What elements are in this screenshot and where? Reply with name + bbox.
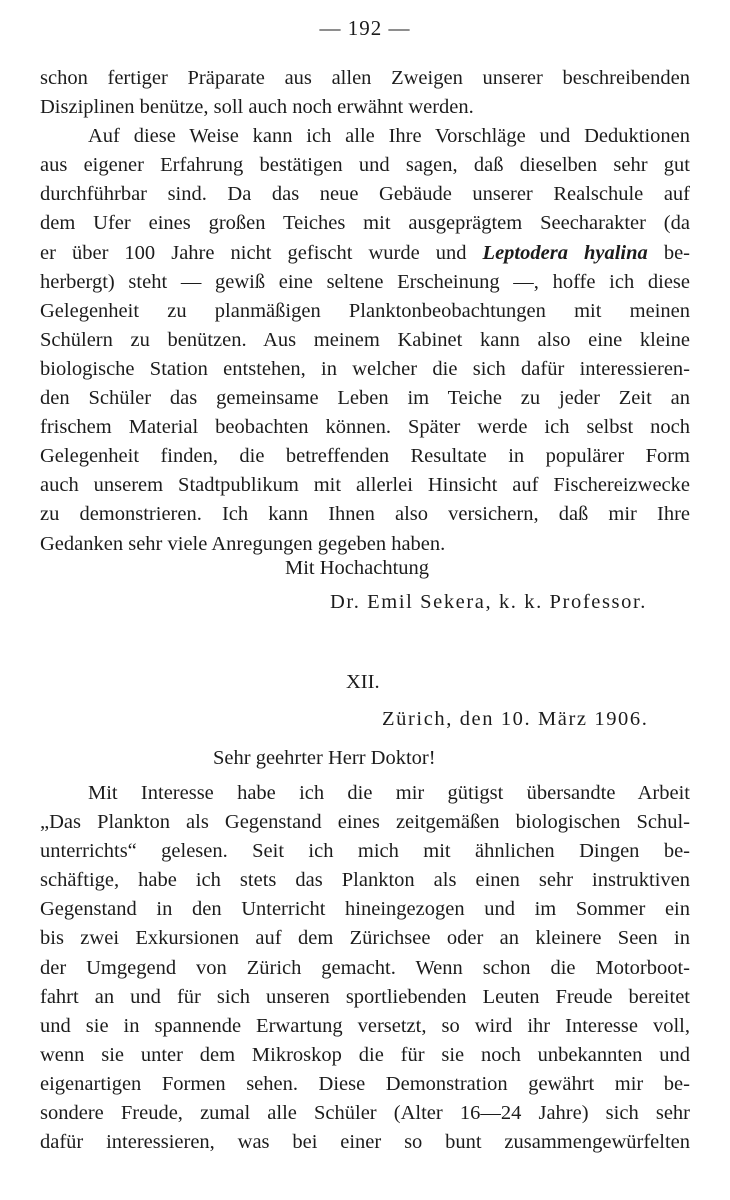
- letter-numeral: XII.: [346, 671, 380, 693]
- closing-phrase: Mit Hochachtung: [285, 557, 430, 579]
- text-line: Schülern zu benützen. Aus meinem Kabinet kann also eine kleine: [40, 328, 690, 351]
- salutation: Sehr geehrter Herr Doktor!: [213, 747, 436, 769]
- signature: [330, 591, 647, 614]
- species-line-after: be-: [647, 241, 690, 264]
- species-name: Leptodera hyalina: [482, 241, 648, 264]
- text-line: Mit Interesse habe ich die mir gütigst übersandte Arbeit: [88, 782, 690, 804]
- text-line: fahrt an und für sich unseren sportliebenden Leuten Freude bereitet: [40, 985, 690, 1008]
- text-line: Disziplinen benütze, soll auch noch erwähnt werden.: [40, 96, 474, 119]
- text-line: dem Ufer eines großen Teiches mit ausgeprägtem Seecharakter (da: [40, 212, 690, 235]
- text-line: „Das Plankton als Gegenstand eines zeitgemäßen biologischen Schul-: [40, 811, 690, 834]
- text-line: sondere Freude, zumal alle Schüler (Alter 16—24 Jahre) sich sehr: [40, 1102, 690, 1125]
- text-line: unterrichts“ gelesen. Seit ich mich mit ähnlichen Dingen be-: [40, 840, 690, 863]
- text-line: zu demonstrieren. Ich kann Ihnen also versichern, daß mir Ihre: [40, 503, 690, 526]
- text-line: auch unserem Stadtpublikum mit allerlei Hinsicht auf Fischereizwecke: [40, 474, 690, 497]
- text-line: schon fertiger Präparate aus allen Zweigen unserer beschreibenden: [40, 67, 690, 89]
- text-line: biologische Station entstehen, in welcher die sich dafür interessieren-: [40, 357, 690, 380]
- text-line: herbergt) steht — gewiß eine seltene Erscheinung —, hoffe ich diese: [40, 270, 690, 293]
- text-line: und sie in spannende Erwartung versetzt, so wird ihr Interesse voll,: [40, 1014, 690, 1037]
- text-line: Gelegenheit zu planmäßigen Planktonbeobachtungen mit meinen: [40, 299, 690, 322]
- text-line: Auf diese Weise kann ich alle Ihre Vorschläge und Deduktionen: [88, 125, 690, 148]
- text-line: Gedanken sehr viele Anregungen gegeben haben.: [40, 532, 446, 555]
- text-line: wenn sie unter dem Mikroskop die für sie noch unbekannten und: [40, 1043, 690, 1066]
- text-line: schäftige, habe ich stets das Plankton als einen sehr instruktiven: [40, 869, 690, 892]
- text-line: aus eigener Erfahrung bestätigen und sagen, daß dieselben sehr gut: [40, 154, 690, 177]
- place-date: [382, 708, 648, 731]
- place-date-text: Zürich, den 10. März 1906.: [382, 708, 649, 730]
- text-line: der Umgegend von Zürich gemacht. Wenn schon die Motorboot-: [40, 956, 690, 979]
- signature-text: Dr. Emil Sekera, k. k. Professor.: [330, 591, 647, 613]
- text-line-with-species: [40, 239, 690, 268]
- text-line: Gegenstand in den Unterricht hineingezogen und im Sommer ein: [40, 898, 690, 921]
- text-line: dafür interessieren, was bei einer so bunt zusammengewürfelten: [40, 1131, 690, 1154]
- text-line: den Schüler das gemeinsame Leben im Teiche zu jeder Zeit an: [40, 387, 690, 410]
- text-line: durchführbar sind. Da das neue Gebäude unserer Realschule auf: [40, 183, 690, 206]
- text-line: bis zwei Exkursionen auf dem Zürichsee oder an kleinere Seen in: [40, 927, 690, 950]
- letter-xi-body: [40, 64, 690, 559]
- letter-xii-body: [40, 779, 690, 1157]
- text-line: eigenartigen Formen sehen. Diese Demonstration gewährt mir be-: [40, 1072, 690, 1095]
- page-number: — 192 —: [319, 16, 411, 40]
- text-line: frischem Material beobachten können. Später werde ich selbst noch: [40, 416, 690, 439]
- species-line-before: er über 100 Jahre nicht gefischt wurde und: [40, 241, 483, 264]
- text-line: Gelegenheit finden, die betreffenden Resultate in populärer Form: [40, 445, 690, 468]
